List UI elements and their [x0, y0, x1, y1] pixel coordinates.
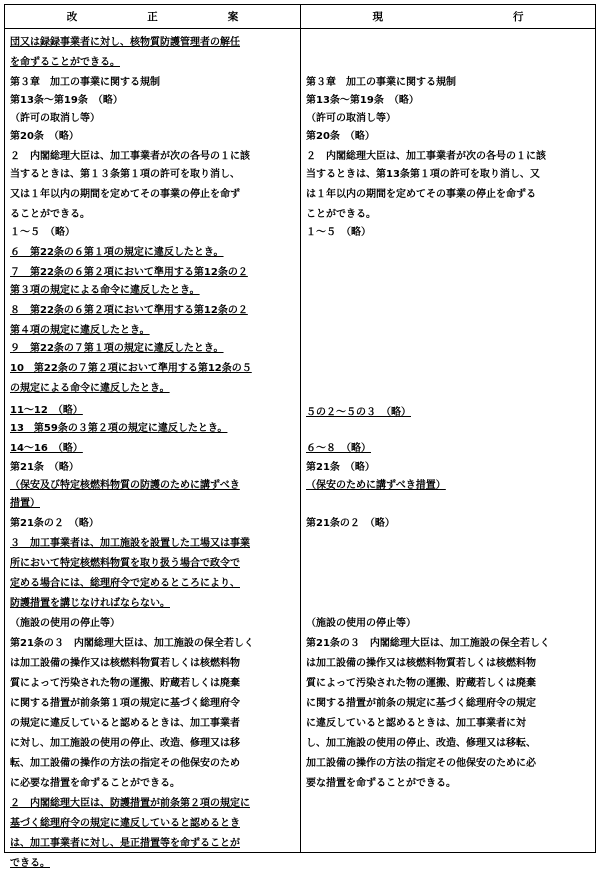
revised-line-text: 団又は録録事業者に対し、核物質防護管理者の解任	[10, 37, 240, 48]
current-line	[306, 677, 536, 691]
revised-line	[10, 168, 240, 182]
current-line-text: 加工設備の操作の方法の指定その他保安のために必	[306, 758, 536, 769]
revised-line-text: 基づく総理府令の規定に違反していると認めるとき	[10, 818, 240, 829]
revised-line	[10, 517, 99, 531]
header-current-char-1: 現	[372, 10, 383, 23]
revised-line-text: 13 第59条の３第２項の規定に違反したとき。	[10, 423, 228, 434]
revised-line	[10, 757, 240, 771]
revised-line	[10, 226, 75, 240]
revised-line-text: ２ 内閣総理大臣は、防護措置が前条第２項の規定に	[10, 798, 250, 809]
revised-line-text: ８ 第22条の６第２項において準用する第12条の２	[10, 305, 248, 316]
revised-line-text: 第21条 （略）	[10, 462, 79, 473]
current-line-text: 第21条の２ （略）	[306, 518, 395, 529]
current-line-text: 第３章 加工の事業に関する規制	[306, 77, 456, 88]
revised-line-text: は、加工事業者に対し、是正措置等を命ずることが	[10, 838, 240, 849]
revised-line-text: を命ずることができる。	[10, 57, 120, 68]
revised-line	[10, 112, 100, 126]
current-line-text: 第21条の３ 内閣総理大臣は、加工施設の保全若しく	[306, 638, 550, 649]
current-line	[306, 208, 376, 222]
current-line-text: 質によって汚染された物の運搬、貯蔵若しくは廃棄	[306, 678, 536, 689]
current-line-text: ５の２～５の３ （略）	[306, 407, 411, 418]
revised-line	[10, 637, 254, 651]
revised-line-text: 第３項の規定による命令に違反したとき。	[10, 285, 200, 296]
current-line-text: に関する措置が前条の規定に基づく総理府令の規定	[306, 698, 536, 709]
revised-line	[10, 677, 240, 691]
revised-line-text: に対し、加工施設の使用の停止、改造、修理又は移	[10, 738, 240, 749]
revised-line-text: の規定による命令に違反したとき。	[10, 383, 170, 394]
revised-line	[10, 208, 90, 222]
current-line-text: （許可の取消し等）	[306, 113, 396, 124]
current-line	[306, 130, 375, 144]
current-line	[306, 697, 536, 711]
current-line	[306, 757, 536, 771]
current-line-text: ６～８ （略）	[306, 443, 371, 454]
revised-line	[10, 537, 250, 551]
current-line	[306, 737, 536, 751]
revised-line	[10, 557, 240, 571]
current-line	[306, 188, 536, 202]
current-line-text: 当するときは、第13条第１項の許可を取り消し、又	[306, 169, 540, 180]
header-revised-char-3: 案	[227, 10, 239, 23]
current-line-text: （保安のために講ずべき措置）	[306, 480, 446, 491]
current-line	[306, 637, 550, 651]
current-line-text: し、加工施設の使用の停止、改造、修理又は移転、	[306, 738, 536, 749]
revised-line-text: 第３章 加工の事業に関する規制	[10, 77, 160, 88]
revised-line	[10, 577, 240, 591]
revised-line	[10, 717, 240, 731]
revised-line	[10, 479, 240, 493]
revised-line-text: 措置）	[10, 498, 40, 509]
revised-line-text: １～５ （略）	[10, 227, 75, 238]
header-revised-char-1: 改	[66, 10, 78, 23]
current-line-text: は１年以内の期間を定めてその事業の停止を命ずる	[306, 189, 536, 200]
revised-line	[10, 461, 79, 475]
revised-line	[10, 130, 79, 144]
revised-line-text: 14～16 （略）	[10, 443, 83, 454]
revised-line	[10, 362, 252, 376]
current-line-text: は加工設備の操作又は核燃料物質若しくは核燃料物	[306, 658, 536, 669]
revised-line-text: 質によって汚染された物の運搬、貯蔵若しくは廃棄	[10, 678, 240, 689]
current-line-text: 第13条～第19条 （略）	[306, 95, 419, 106]
revised-line	[10, 382, 170, 396]
revised-line-text: できる。	[10, 858, 50, 869]
revised-line-text: 第13条～第19条 （略）	[10, 95, 123, 106]
current-line	[306, 94, 419, 108]
revised-line-text: （施設の使用の停止等）	[10, 618, 120, 629]
revised-line	[10, 324, 150, 338]
current-line	[306, 76, 456, 90]
current-line-text: に違反していると認めるときは、加工事業者に対	[306, 718, 526, 729]
current-line	[306, 112, 396, 126]
current-line	[306, 406, 411, 420]
revised-line-text: 10 第22条の７第２項において準用する第12条の５	[10, 363, 252, 374]
current-line-text: １～５ （略）	[306, 227, 371, 238]
revised-line	[10, 817, 240, 831]
revised-line	[10, 657, 240, 671]
revised-line-text: 当するときは、第１３条第１項の許可を取り消し、	[10, 169, 240, 180]
revised-line	[10, 284, 200, 298]
revised-line	[10, 246, 224, 260]
current-line-text: 要な措置を命ずることができる。	[306, 778, 456, 789]
current-line	[306, 777, 456, 791]
header-revised	[4, 4, 301, 29]
revised-line	[10, 442, 83, 456]
revised-line-text: ６ 第22条の６第１項の規定に違反したとき。	[10, 247, 224, 258]
revised-line	[10, 266, 248, 280]
header-current-char-2: 行	[513, 10, 524, 23]
current-line	[306, 479, 446, 493]
revised-line-text: ることができる。	[10, 209, 90, 220]
current-line	[306, 461, 375, 475]
current-line-text: 第21条 （略）	[306, 462, 375, 473]
revised-line-text: 第４項の規定に違反したとき。	[10, 325, 150, 336]
header-revised-char-2: 正	[147, 10, 158, 23]
current-line-text: ２ 内閣総理大臣は、加工事業者が次の各号の１に該	[306, 151, 546, 162]
header-current	[300, 4, 596, 29]
revised-line-text: 第21条の２ （略）	[10, 518, 99, 529]
revised-line	[10, 857, 50, 871]
revised-line	[10, 497, 40, 511]
revised-line-text: ２ 内閣総理大臣は、加工事業者が次の各号の１に該	[10, 151, 250, 162]
revised-line	[10, 617, 120, 631]
current-line	[306, 168, 540, 182]
current-line	[306, 717, 526, 731]
current-line-text: 第20条 （略）	[306, 131, 375, 142]
revised-line	[10, 777, 180, 791]
revised-line-text: に関する措置が前条第１項の規定に基づく総理府令	[10, 698, 240, 709]
current-line-text: ことができる。	[306, 209, 376, 220]
column-divider	[300, 4, 301, 853]
revised-line	[10, 737, 240, 751]
revised-line	[10, 422, 227, 436]
revised-line-text: （許可の取消し等）	[10, 113, 100, 124]
revised-line-text: は加工設備の操作又は核燃料物質若しくは核燃料物	[10, 658, 240, 669]
revised-line	[10, 342, 224, 356]
current-line	[306, 442, 371, 456]
revised-line	[10, 188, 240, 202]
revised-line-text: 防護措置を講じなければならない。	[10, 598, 170, 609]
revised-line-text: 第21条の３ 内閣総理大臣は、加工施設の保全若しく	[10, 638, 254, 649]
revised-line	[10, 837, 240, 851]
current-line	[306, 657, 536, 671]
current-line	[306, 226, 371, 240]
revised-line	[10, 404, 83, 418]
revised-line-text: （保安及び特定核燃料物質の防護のために講ずべき	[10, 480, 240, 491]
revised-line-text: ９ 第22条の７第１項の規定に違反したとき。	[10, 343, 224, 354]
revised-line	[10, 797, 250, 811]
revised-line	[10, 697, 240, 711]
revised-line	[10, 94, 123, 108]
revised-line	[10, 36, 240, 50]
current-line	[306, 617, 416, 631]
revised-line-text: 定める場合には、総理府令で定めるところにより、	[10, 578, 240, 589]
revised-line	[10, 150, 250, 164]
current-line	[306, 150, 546, 164]
revised-line	[10, 76, 160, 90]
revised-line	[10, 597, 170, 611]
revised-line-text: の規定に違反していると認めるときは、加工事業者	[10, 718, 240, 729]
revised-line-text: ３ 加工事業者は、加工施設を設置した工場又は事業	[10, 538, 250, 549]
revised-line-text: に必要な措置を命ずることができる。	[10, 778, 180, 789]
current-line	[306, 517, 395, 531]
revised-line	[10, 304, 248, 318]
revised-line-text: ７ 第22条の６第２項において準用する第12条の２	[10, 267, 248, 278]
revised-line-text: 転、加工設備の操作の方法の指定その他保安のため	[10, 758, 240, 769]
current-line-text: （施設の使用の停止等）	[306, 618, 416, 629]
revised-line-text: 11～12 （略）	[10, 405, 83, 416]
revised-line-text: 所において特定核燃料物質を取り扱う場合で政令で	[10, 558, 240, 569]
revised-line-text: 第20条 （略）	[10, 131, 79, 142]
revised-line-text: 又は１年以内の期間を定めてその事業の停止を命ず	[10, 189, 240, 200]
revised-line	[10, 56, 120, 70]
